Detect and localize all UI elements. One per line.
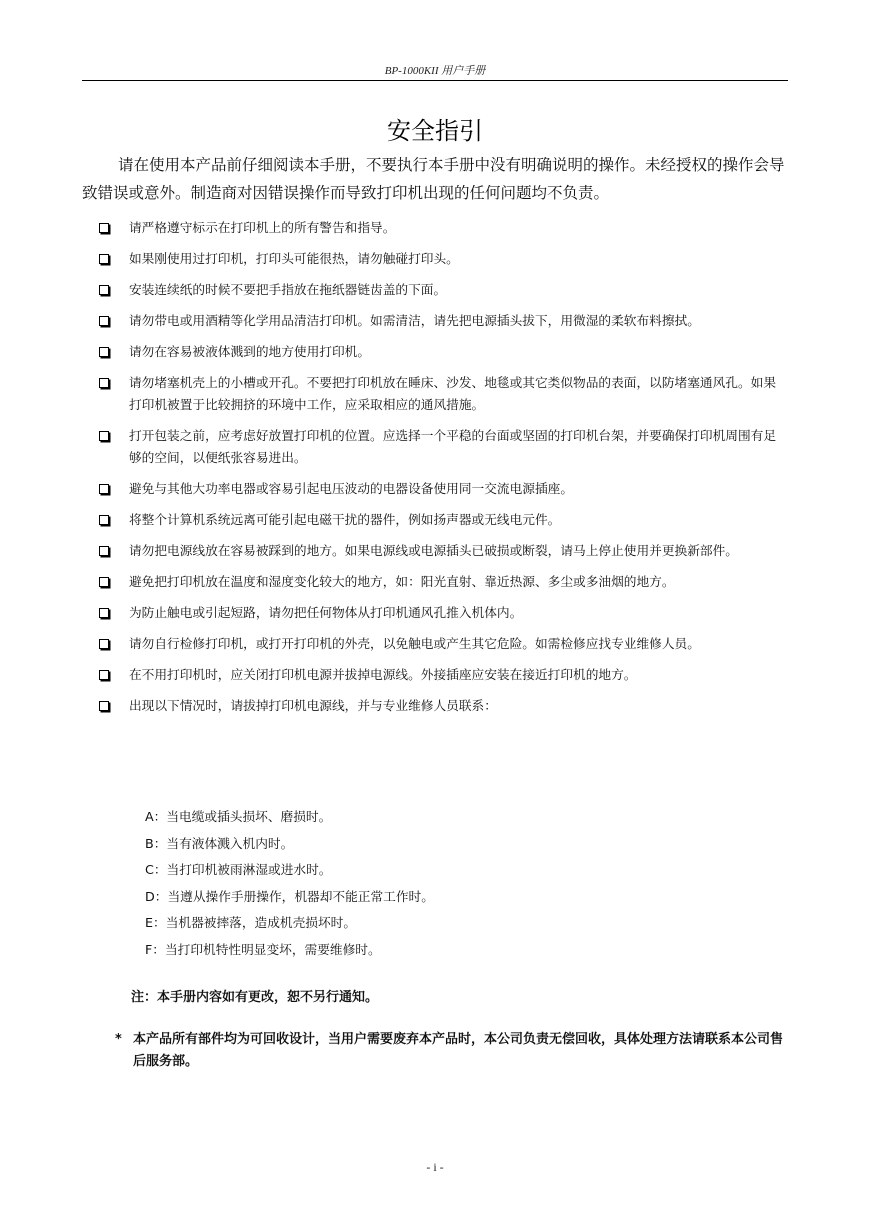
list-item (97, 279, 788, 301)
sublist-item: E：当机器被摔落，造成机壳损坏时。 (145, 915, 357, 930)
list-item-text: 请勿在容易被液体溅到的地方使用打印机。 (129, 344, 371, 359)
sublist-item: D：当遵从操作手册操作，机器却不能正常工作时。 (145, 888, 434, 904)
checkbox-bullet-icon (99, 254, 109, 264)
list-item (97, 571, 788, 593)
header-rule (82, 80, 788, 81)
checkbox-bullet-icon (99, 670, 109, 680)
list-item-text: 避免与其他大功率电器或容易引起电压波动的电器设备使用同一交流电源插座。 (129, 481, 574, 496)
sublist-item: B：当有液体溅入机内时。 (145, 835, 294, 851)
list-item (97, 664, 788, 686)
conditions-sublist (145, 804, 434, 963)
list-item (97, 540, 788, 562)
checkbox-bullet-icon (99, 285, 109, 295)
recycle-notice-text: 本产品所有部件均为可回收设计，当用户需要废弃本产品时，本公司负责无偿回收，具体处理方法请联系本公司售后服务部。 (133, 1032, 784, 1069)
running-header: BP-1000KII 用户手册 (384, 65, 486, 77)
list-item (97, 633, 788, 655)
list-item-text: 请严格遵守标示在打印机上的所有警告和指导。 (129, 220, 396, 235)
list-item (97, 602, 788, 624)
list-item-text: 避免把打印机放在温度和湿度变化较大的地方，如：阳光直射、靠近热源、多尘或多油烟的地方。 (129, 574, 675, 589)
list-item (97, 425, 788, 469)
checkbox-bullet-icon (99, 484, 109, 494)
checkbox-bullet-icon (99, 546, 109, 556)
recycle-notice (115, 1029, 788, 1073)
checkbox-bullet-icon (99, 223, 109, 233)
list-item-text: 请勿自行检修打印机，或打开打印机的外壳，以免触电或产生其它危险。如需检修应找专业维修人员。 (129, 636, 700, 651)
list-item (97, 509, 788, 531)
list-item (97, 310, 788, 332)
list-item-text: 如果刚使用过打印机，打印头可能很热，请勿触碰打印头。 (129, 251, 459, 266)
list-item-text: 为防止触电或引起短路，请勿把任何物体从打印机通风孔推入机体内。 (129, 605, 523, 620)
list-item-text: 请勿带电或用酒精等化学用品清洁打印机。如需清洁，请先把电源插头拔下，用微湿的柔软布料擦拭。 (129, 313, 700, 328)
list-item-text: 安装连续纸的时候不要把手指放在拖纸器链齿盖的下面。 (129, 282, 447, 297)
checkbox-bullet-icon (99, 608, 109, 618)
list-item-text: 出现以下情况时，请拔掉打印机电源线，并与专业维修人员联系： (129, 698, 497, 713)
list-item-text: 请勿堵塞机壳上的小槽或开孔。不要把打印机放在睡床、沙发、地毯或其它类似物品的表面，以防堵塞通风孔。如果打印机被置于比较拥挤的环境中工作，应采取相应的通风措施。 (129, 375, 777, 412)
list-item (97, 217, 788, 239)
asterisk-marker: * (115, 1032, 122, 1047)
checkbox-bullet-icon (99, 515, 109, 525)
intro-paragraph: 请在使用本产品前仔细阅读本手册，不要执行本手册中没有明确说明的操作。未经授权的操作会导致错误或意外。制造商对因错误操作而导致打印机出现的任何问题均不负责。 (82, 156, 785, 202)
list-item-text: 在不用打印机时，应关闭打印机电源并拔掉电源线。外接插座应安装在接近打印机的地方。 (129, 667, 637, 682)
checkbox-bullet-icon (99, 347, 109, 357)
page-title: 安全指引 (387, 117, 483, 146)
list-item-text: 请勿把电源线放在容易被踩到的地方。如果电源线或电源插头已破损或断裂，请马上停止使用并更换新部件。 (129, 543, 738, 558)
checkbox-bullet-icon (99, 316, 109, 326)
list-item-text: 打开包装之前，应考虑好放置打印机的位置。应选择一个平稳的台面或坚固的打印机台架，并要确保打印机周围有足够的空间，以便纸张容易进出。 (129, 428, 777, 465)
list-item (97, 372, 788, 416)
sublist-item: C：当打印机被雨淋湿或进水时。 (145, 862, 332, 877)
notice-note: 注：本手册内容如有更改，恕不另行通知。 (131, 990, 379, 1005)
checkbox-bullet-icon (99, 577, 109, 587)
checkbox-bullet-icon (99, 431, 109, 441)
list-item (97, 248, 788, 270)
list-item (97, 478, 788, 500)
page-number: - i - (426, 1160, 444, 1174)
sublist-item: F：当打印机特性明显变坏，需要维修时。 (145, 941, 381, 957)
list-item (97, 341, 788, 363)
checkbox-bullet-icon (99, 639, 109, 649)
list-item-text: 将整个计算机系统远离可能引起电磁干扰的器件，例如扬声器或无线电元件。 (129, 512, 561, 527)
sublist-item: A：当电缆或插头损坏、磨损时。 (145, 809, 332, 824)
checkbox-bullet-icon (99, 378, 109, 388)
safety-list (97, 217, 788, 726)
list-item (97, 695, 788, 717)
checkbox-bullet-icon (99, 701, 109, 711)
